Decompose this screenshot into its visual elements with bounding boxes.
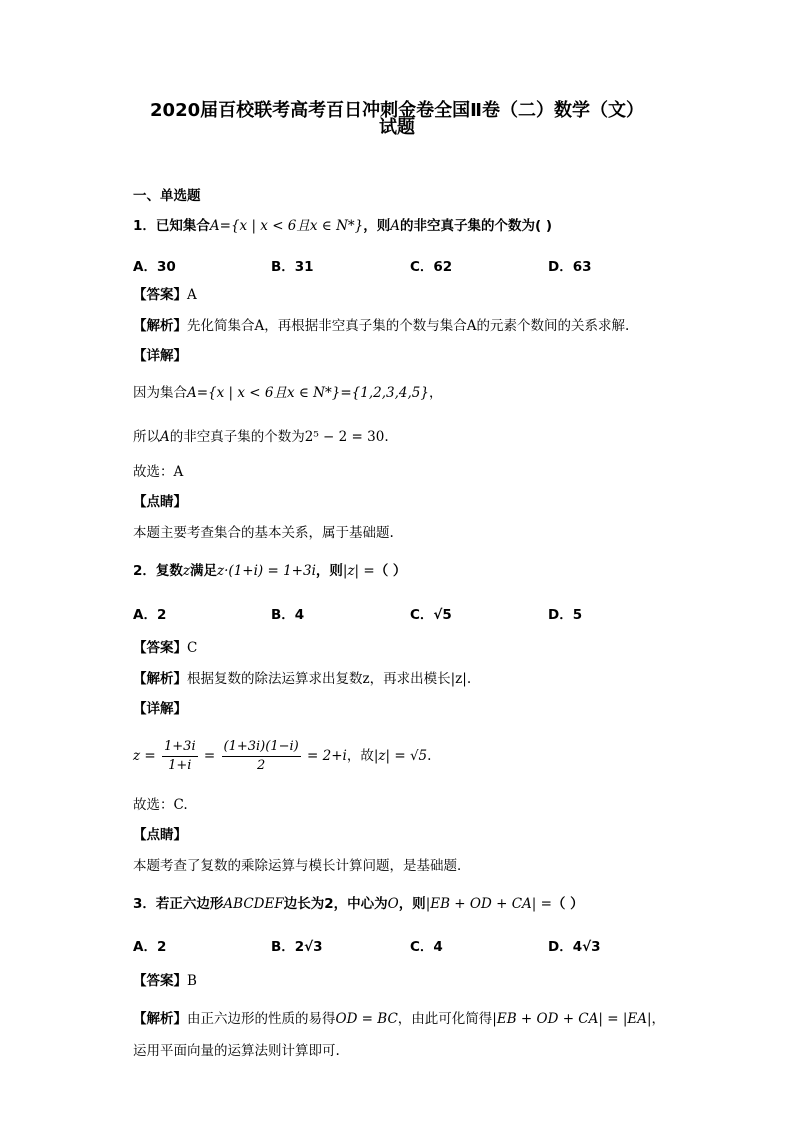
q1-comment: 本题主要考查集合的基本关系，属于基础题. (133, 525, 394, 541)
question-3-stem: 3．若正六边形ABCDEF边长为2，中心为O，则|EB + OD + CA| =（ ） (133, 896, 584, 912)
q2-detail-label: 【详解】 (133, 701, 187, 717)
q1-detail-1: 因为集合A={x | x < 6且x ∈ N*}={1,2,3,4,5}， (133, 385, 443, 401)
q1-analysis: 【解析】先化简集合A，再根据非空真子集的个数与集合A的元素个数间的关系求解. (133, 318, 630, 334)
q3-analysis-line2: 运用平面向量的运算法则计算即可. (133, 1043, 340, 1059)
q1-option-b: B．31 (271, 259, 314, 275)
fraction-2: $\frac{(1+3i)(1-i)}{2}$ (223, 739, 299, 773)
question-number: 2． (133, 563, 156, 579)
q1-option-d: D．63 (548, 259, 592, 275)
q1-answer: 【答案】A (133, 287, 197, 303)
q3-option-b: B．2√3 (271, 939, 323, 955)
q2-option-d: D．5 (548, 607, 583, 623)
q2-option-b: B．4 (271, 607, 305, 623)
q1-option-c: C．62 (410, 259, 453, 275)
q2-detail-formula: z = $\frac{1+3i}{1+i}$ = $\frac{(1+3i)(1-i)}{2}$ = 2+i，故|z| = √5. (133, 739, 432, 773)
q1-result: 故选：A (133, 464, 184, 480)
q3-option-c: C．4 (410, 939, 443, 955)
q1-detail-2: 所以A的非空真子集的个数为2⁵ − 2 = 30. (133, 429, 389, 445)
q2-option-c: C．√5 (410, 607, 452, 623)
fraction-1: $\frac{1+3i}{1+i}$ (164, 739, 196, 773)
document-title-line1: 2020届百校联考高考百日冲刺金卷全国Ⅱ卷（二）数学（文） (150, 100, 644, 121)
q3-analysis: 【解析】由正六边形的性质的易得OD = BC，由此可化简得|EB + OD + CA| = |EA|， (133, 1011, 666, 1027)
q3-option-a: A．2 (133, 939, 167, 955)
vector-expression: |EB + OD + CA| = (425, 896, 552, 912)
question-number: 3． (133, 896, 156, 912)
q2-comment: 本题考查了复数的乘除运算与模长计算问题，是基础题． (133, 858, 471, 874)
math-set: A={x | x < 6且x ∈ N*} (209, 218, 364, 234)
q3-option-d: D．4√3 (548, 939, 601, 955)
q1-option-a: A．30 (133, 259, 176, 275)
question-number: 1． (133, 218, 156, 234)
question-2-stem: 2．复数z满足z·(1+i) = 1+3i，则|z| =（ ） (133, 563, 407, 579)
q2-comment-label: 【点睛】 (133, 827, 187, 843)
section-heading: 一、单选题 (133, 188, 201, 204)
q2-option-a: A．2 (133, 607, 167, 623)
question-1-stem: 1．已知集合A={x | x < 6且x ∈ N*}，则A的非空真子集的个数为( ) (133, 218, 553, 234)
document-title-line2: 试题 (379, 117, 415, 138)
q1-comment-label: 【点睛】 (133, 494, 187, 510)
q2-answer: 【答案】C (133, 640, 198, 656)
q2-analysis: 【解析】根据复数的除法运算求出复数z，再求出模长|z|. (133, 671, 472, 687)
q2-result: 故选：C. (133, 797, 188, 813)
q1-detail-label: 【详解】 (133, 348, 187, 364)
q3-answer: 【答案】B (133, 973, 197, 989)
